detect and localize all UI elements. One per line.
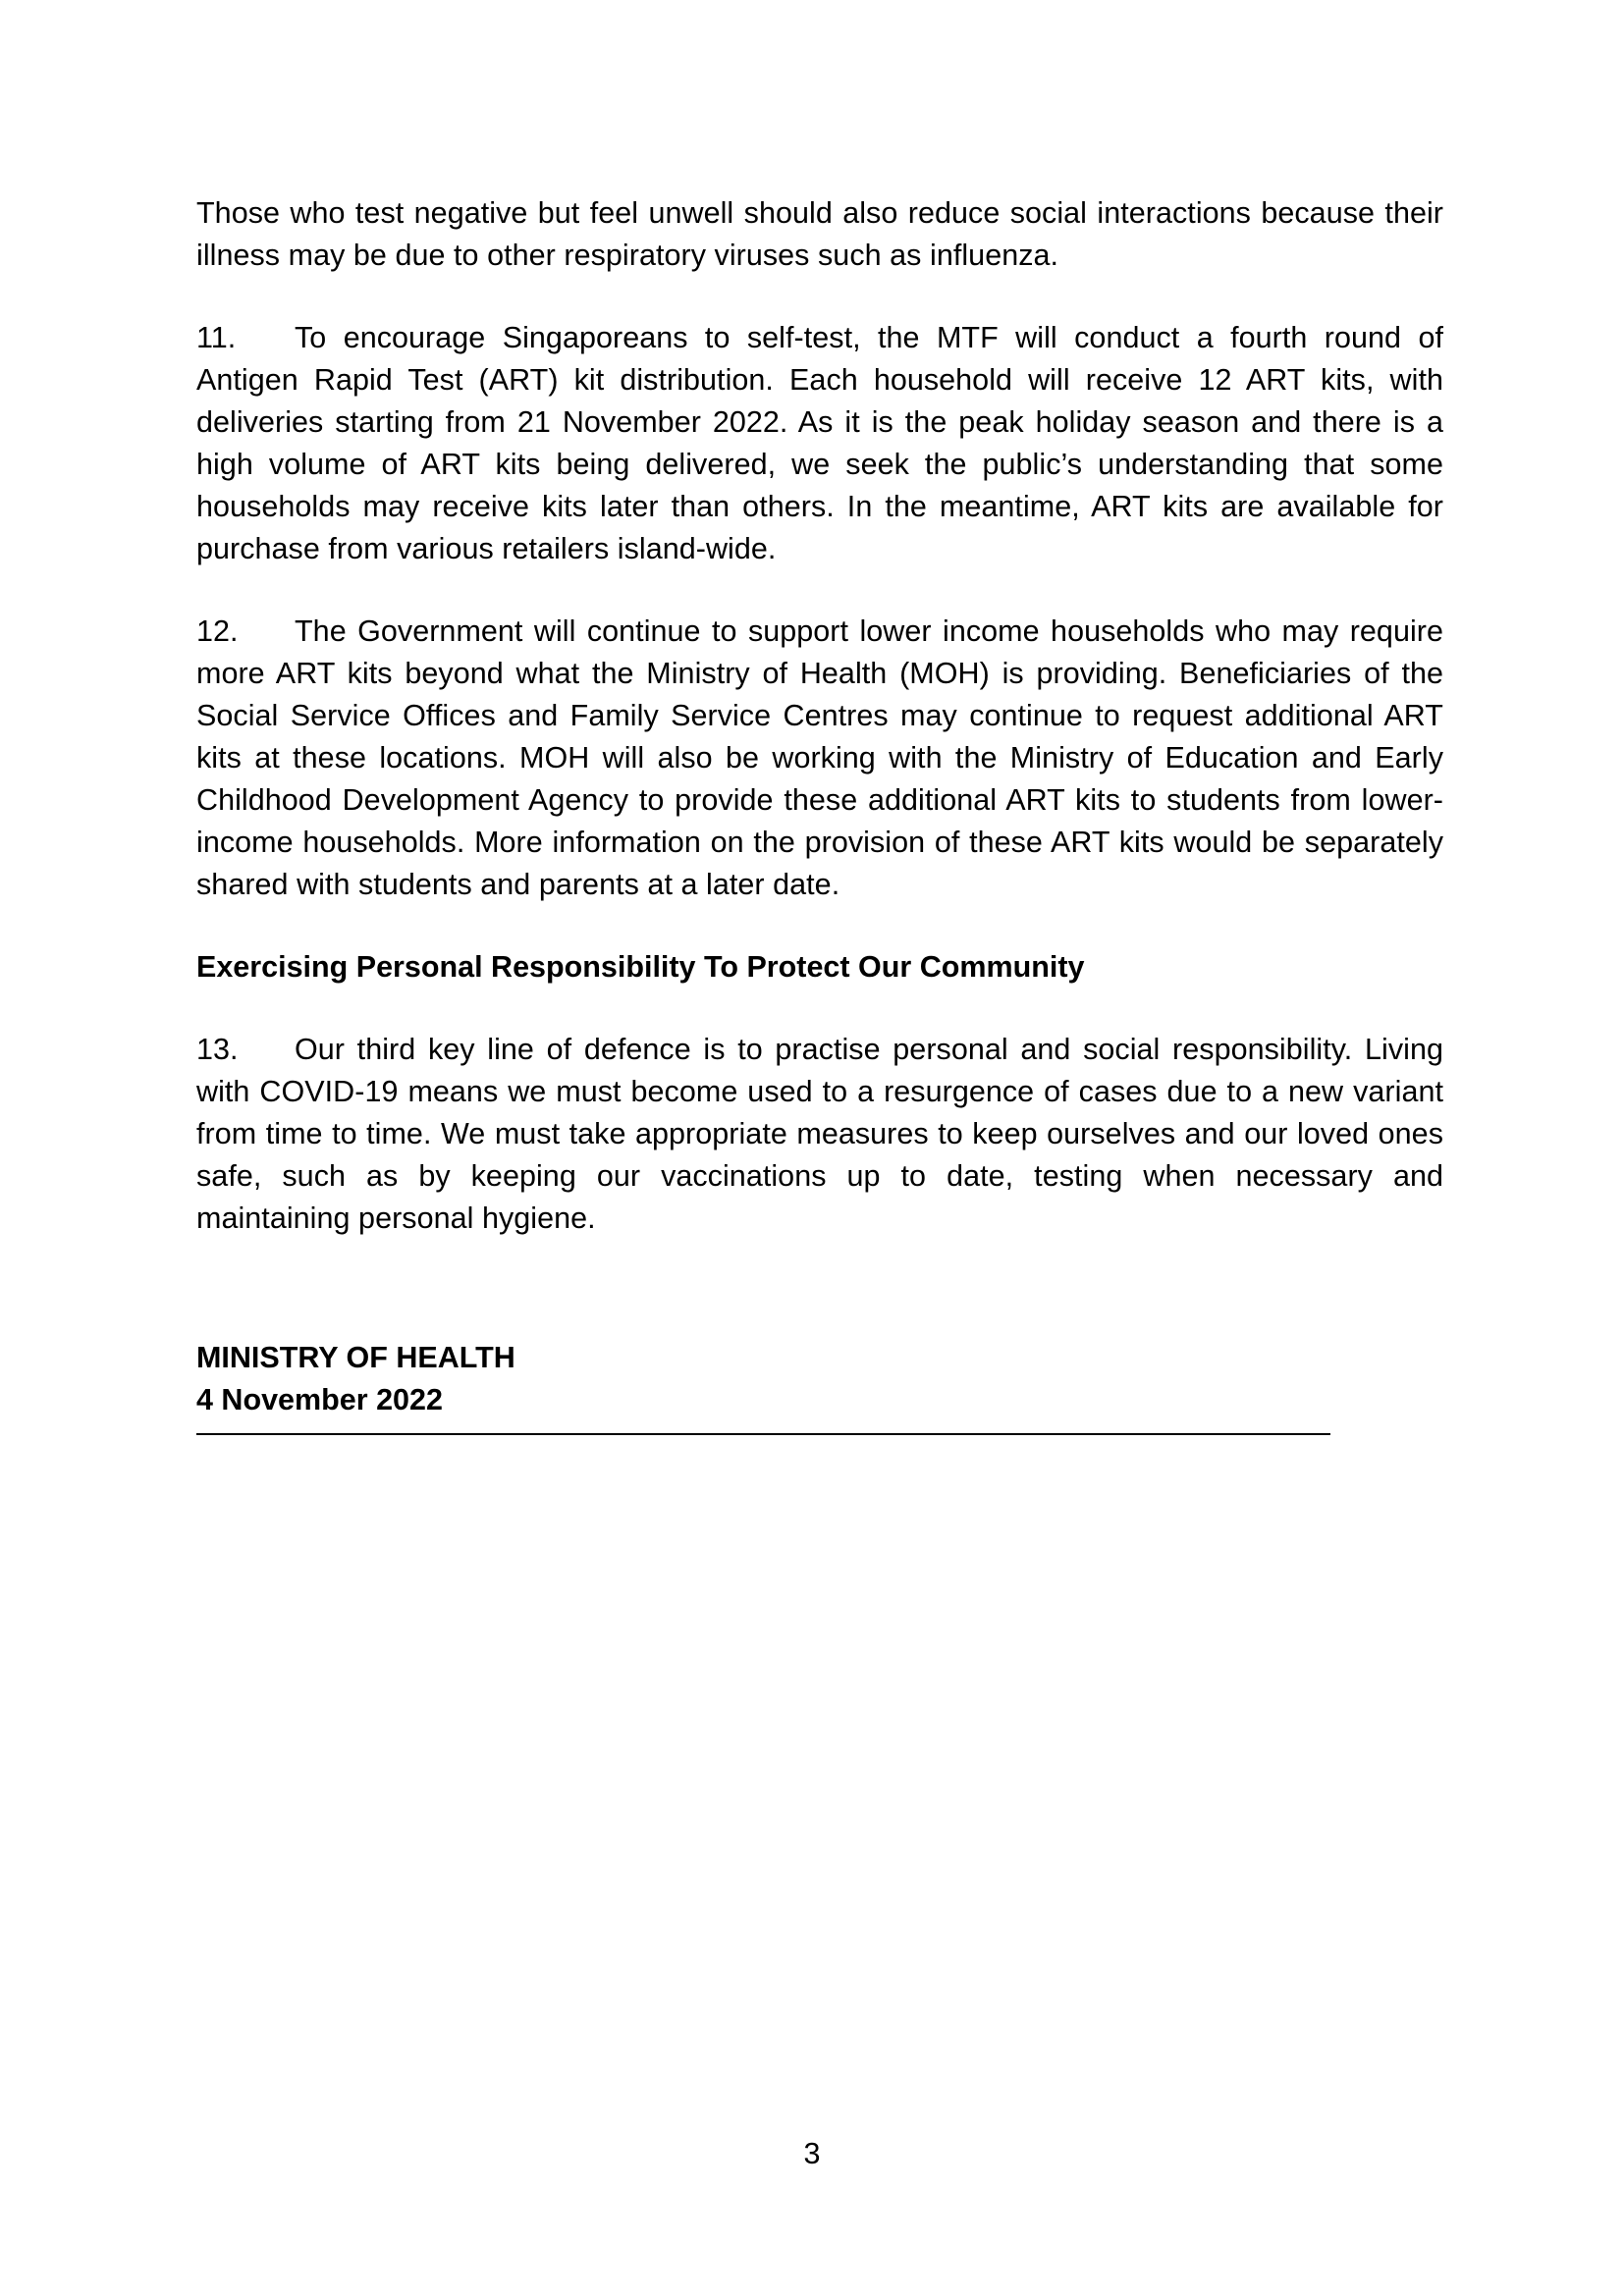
section-heading: Exercising Personal Responsibility To Protect Our Community <box>196 950 1085 984</box>
paragraph-13 <box>196 1029 1443 1240</box>
paragraph-11-number: 11. <box>196 321 237 354</box>
paragraph-12-text: The Government will continue to support lower income households who may require more ART kits beyond what the Ministry of Health (MOH) is providing. Beneficiaries of the Social Service Offices and Family Service Centres may continue to request additional ART kits at these locations. MOH will also be working with the Ministry of Education and Early Childhood Development Agency to provide these additional ART kits to students from lower-income households. More information on the provision of these ART kits would be separately shared with students and parents at a later date. <box>196 614 1443 901</box>
paragraph-12 <box>196 611 1443 906</box>
signature-block <box>196 1337 1443 1421</box>
signature-organisation: MINISTRY OF HEALTH <box>196 1341 515 1374</box>
paragraph-11-text: To encourage Singaporeans to self-test, the MTF will conduct a fourth round of Antigen Rapid Test (ART) kit distribution. Each household will receive 12 ART kits, with deliveries starting from 21 November 2022. As it is the peak holiday season and there is a high volume of ART kits being delivered, we seek the public’s understanding that some households may receive kits later than others. In the meantime, ART kits are available for purchase from various retailers island-wide. <box>196 321 1443 565</box>
page-number: 3 <box>803 2137 821 2170</box>
signature-date: 4 November 2022 <box>196 1383 443 1416</box>
paragraph-11 <box>196 317 1443 570</box>
intro-paragraph-text: Those who test negative but feel unwell should also reduce social interactions because their illness may be due to other respiratory viruses such as influenza. <box>196 196 1443 272</box>
intro-paragraph <box>196 192 1443 277</box>
document-body <box>196 192 1443 1435</box>
horizontal-divider <box>196 1433 1330 1435</box>
paragraph-13-number: 13. <box>196 1033 239 1066</box>
signature-spacer <box>196 1280 1443 1337</box>
paragraph-12-number: 12. <box>196 614 239 648</box>
paragraph-13-text: Our third key line of defence is to practise personal and social responsibility. Living with COVID-19 means we must become used to a resurgence of cases due to a new variant from time to time. We must take appropriate measures to keep ourselves and our loved ones safe, such as by keeping our vaccinations up to date, testing when necessary and maintaining personal hygiene. <box>196 1033 1443 1235</box>
